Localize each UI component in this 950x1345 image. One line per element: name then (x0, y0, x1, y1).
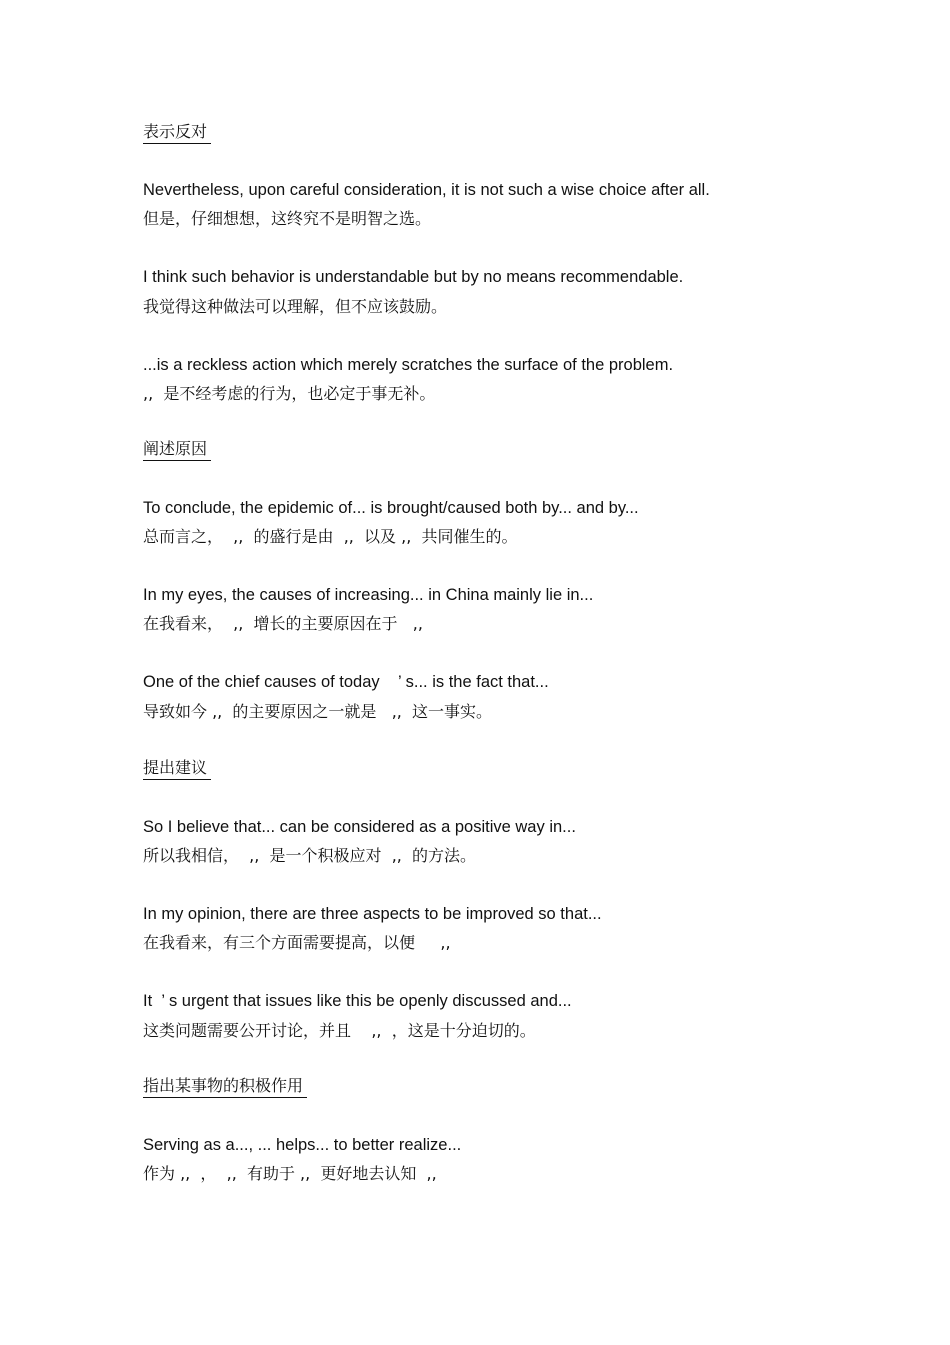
english-sentence: Nevertheless, upon careful consideration, it is not such a wise choice after all. (143, 181, 710, 199)
chinese-translation: 导致如今 ,, 的主要原因之一就是 ,, 这一事实。 (143, 702, 493, 721)
english-sentence: I think such behavior is understandable but by no means recommendable. (143, 268, 684, 286)
english-sentence: To conclude, the epidemic of... is brought/caused both by... and by... (143, 499, 639, 517)
english-sentence: In my opinion, there are three aspects to be improved so that... (143, 905, 602, 923)
section-heading-suggestions: 提出建议 (143, 758, 211, 780)
english-sentence: In my eyes, the causes of increasing... in China mainly lie in... (143, 586, 594, 604)
chinese-translation: 在我看来，有三个方面需要提高，以便 ,, (143, 933, 451, 952)
english-sentence: ...is a reckless action which merely scratches the surface of the problem. (143, 356, 674, 374)
chinese-translation: 我觉得这种做法可以理解，但不应该鼓励。 (143, 297, 448, 316)
chinese-translation: 作为 ,, ， ,, 有助于 ,, 更好地去认知 ,, (143, 1164, 437, 1183)
section-heading-positive-role: 指出某事物的积极作用 (143, 1076, 307, 1098)
english-sentence: Serving as a..., ... helps... to better realize... (143, 1136, 462, 1154)
chinese-translation: 这类问题需要公开讨论，并且 ,, ，这是十分迫切的。 (143, 1021, 536, 1040)
chinese-translation: 但是，仔细想想，这终究不是明智之选。 (143, 209, 432, 228)
english-sentence: It ’ s urgent that issues like this be openly discussed and... (143, 992, 572, 1010)
chinese-translation: 总而言之， ,, 的盛行是由 ,, 以及 ,, 共同催生的。 (143, 527, 518, 546)
chinese-translation: 在我看来， ,, 增长的主要原因在于 ,, (143, 614, 423, 633)
chinese-translation: ,, 是不经考虑的行为，也必定于事无补。 (143, 384, 436, 403)
section-heading-reasons: 阐述原因 (143, 439, 211, 461)
english-sentence: One of the chief causes of today ’ s... is the fact that... (143, 673, 549, 691)
chinese-translation: 所以我相信， ,, 是一个积极应对 ,, 的方法。 (143, 846, 477, 865)
english-sentence: So I believe that... can be considered as a positive way in... (143, 818, 576, 836)
section-heading-oppose: 表示反对 (143, 122, 211, 144)
